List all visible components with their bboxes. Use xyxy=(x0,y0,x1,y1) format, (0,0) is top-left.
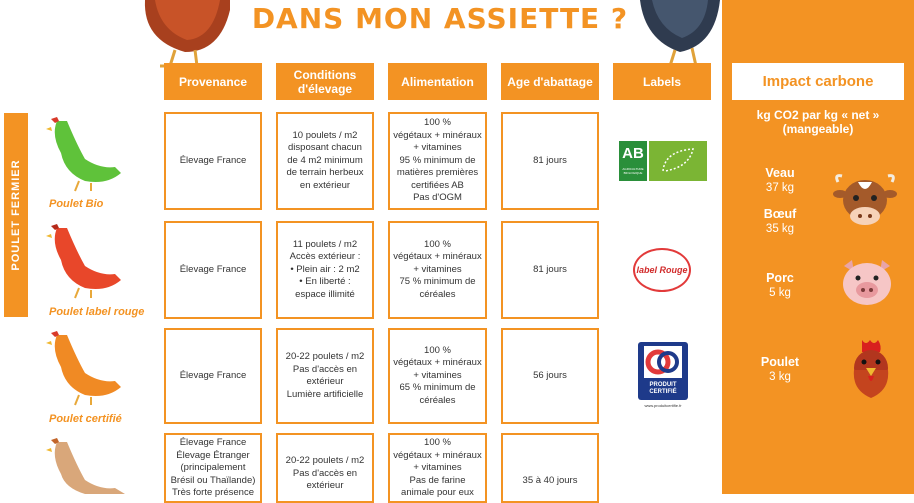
row2-alimentation xyxy=(388,221,487,319)
impact-carbone-panel xyxy=(722,0,914,494)
eu-organic-leaf-icon xyxy=(649,141,707,181)
row4-provenance xyxy=(164,433,262,503)
hen-label-certifie: Poulet certifié xyxy=(49,413,122,425)
impact-veau-name: Veau xyxy=(765,166,795,180)
cell-text: 20-22 poulets / m2 Pas d'accès en extérieur xyxy=(285,455,365,491)
impact-porc-name: Porc xyxy=(766,271,794,285)
header-alimentation: Alimentation xyxy=(388,63,487,100)
cell-text: Élevage France xyxy=(179,369,247,381)
row1-alimentation xyxy=(388,112,487,210)
impact-poulet-name: Poulet xyxy=(760,355,800,369)
header-provenance: Provenance xyxy=(164,63,262,100)
row3-provenance xyxy=(164,328,262,424)
produit-certifie-logo xyxy=(636,340,690,412)
row4-alimentation xyxy=(388,433,487,503)
cell-text: 81 jours xyxy=(533,154,567,166)
beige-hen-icon xyxy=(45,436,125,494)
impact-subtitle: kg CO2 par kg « net » (mangeable) xyxy=(756,108,880,136)
row3-conditions xyxy=(276,328,374,424)
pc-logo-text: PRODUIT CERTIFIÉ xyxy=(649,382,677,395)
red-hen-icon xyxy=(45,222,125,300)
row2-conditions xyxy=(276,221,374,319)
label-rouge-text: label Rouge xyxy=(636,265,688,275)
side-label-text: POULET FERMIER xyxy=(10,159,22,271)
cell-text: 20-22 poulets / m2 Pas d'accès en extérieur Lumière artificielle xyxy=(285,351,365,400)
impact-boeuf-name: Bœuf xyxy=(763,207,797,221)
row3-age xyxy=(501,328,599,424)
ab-logo-text: AB xyxy=(622,145,644,162)
pc-logo-box xyxy=(638,342,688,400)
black-rooster-illustration xyxy=(640,0,730,72)
cell-text: 100 % végétaux + minéraux + vitamines Pas de farine animale pour eux xyxy=(393,437,482,498)
rooster-icon xyxy=(848,338,894,400)
cell-text: 56 jours xyxy=(533,369,567,381)
cell-text: Élevage France xyxy=(179,154,247,166)
label-rouge-logo xyxy=(633,248,691,292)
page-title: DANS MON ASSIETTE ? xyxy=(251,2,629,35)
ab-logo-small: AGRICULTURE BIOLOGIQUE xyxy=(622,167,644,175)
cell-text: 35 à 40 jours xyxy=(522,475,578,486)
pig-icon xyxy=(836,258,898,308)
cell-text: 81 jours xyxy=(533,263,567,275)
cell-text: 100 % végétaux + minéraux + vitamines 65 % minimum de céréales xyxy=(393,344,482,406)
header-labels: Labels xyxy=(613,63,711,100)
green-hen-icon xyxy=(45,115,125,193)
hen-label-bio: Poulet Bio xyxy=(49,198,104,210)
header-age: Age d'abattage xyxy=(501,63,599,100)
orange-hen-icon xyxy=(45,329,125,407)
ab-logo xyxy=(619,141,647,181)
row2-provenance xyxy=(164,221,262,319)
side-label-poulet-fermier xyxy=(4,113,28,317)
cell-text: 10 poulets / m2 disposant chacun de 4 m2 minimum de terrain herbeux en extérieur xyxy=(286,129,364,191)
row1-age xyxy=(501,112,599,210)
pc-logo-url: www.produitcertifie.fr xyxy=(644,403,682,408)
row1-conditions xyxy=(276,112,374,210)
row4-conditions xyxy=(276,433,374,503)
row2-age xyxy=(501,221,599,319)
row4-age xyxy=(501,433,599,503)
cell-text: 11 poulets / m2 Accès extérieur : • Plein air : 2 m2 • En liberté : espace illimité xyxy=(289,238,361,300)
impact-title: Impact carbone xyxy=(732,63,904,100)
cow-icon xyxy=(832,172,898,230)
cell-text: 100 % végétaux + minéraux + vitamines 75 % minimum de céréales xyxy=(393,238,482,300)
impact-poulet-value: 3 kg xyxy=(769,371,791,383)
impact-porc-value: 5 kg xyxy=(769,287,791,299)
row3-alimentation xyxy=(388,328,487,424)
row1-provenance xyxy=(164,112,262,210)
cell-text: 100 % végétaux + minéraux + vitamines 95 % minimum de matières premières certifiées AB Pas d'OGM xyxy=(393,117,482,204)
pc-logo-mark xyxy=(644,346,682,378)
cell-text: Élevage France xyxy=(179,263,247,275)
cell-text: Élevage France Élevage Étranger (principalement Brésil ou Thaïlande) Très forte présence xyxy=(170,437,256,498)
impact-veau-value: 37 kg xyxy=(765,182,795,194)
hen-label-label-rouge: Poulet label rouge xyxy=(49,306,145,318)
red-rooster-illustration xyxy=(125,0,240,72)
impact-boeuf-value: 35 kg xyxy=(765,223,795,235)
ab-eu-organic-logo xyxy=(619,141,709,181)
header-conditions: Conditions d'élevage xyxy=(276,63,374,100)
